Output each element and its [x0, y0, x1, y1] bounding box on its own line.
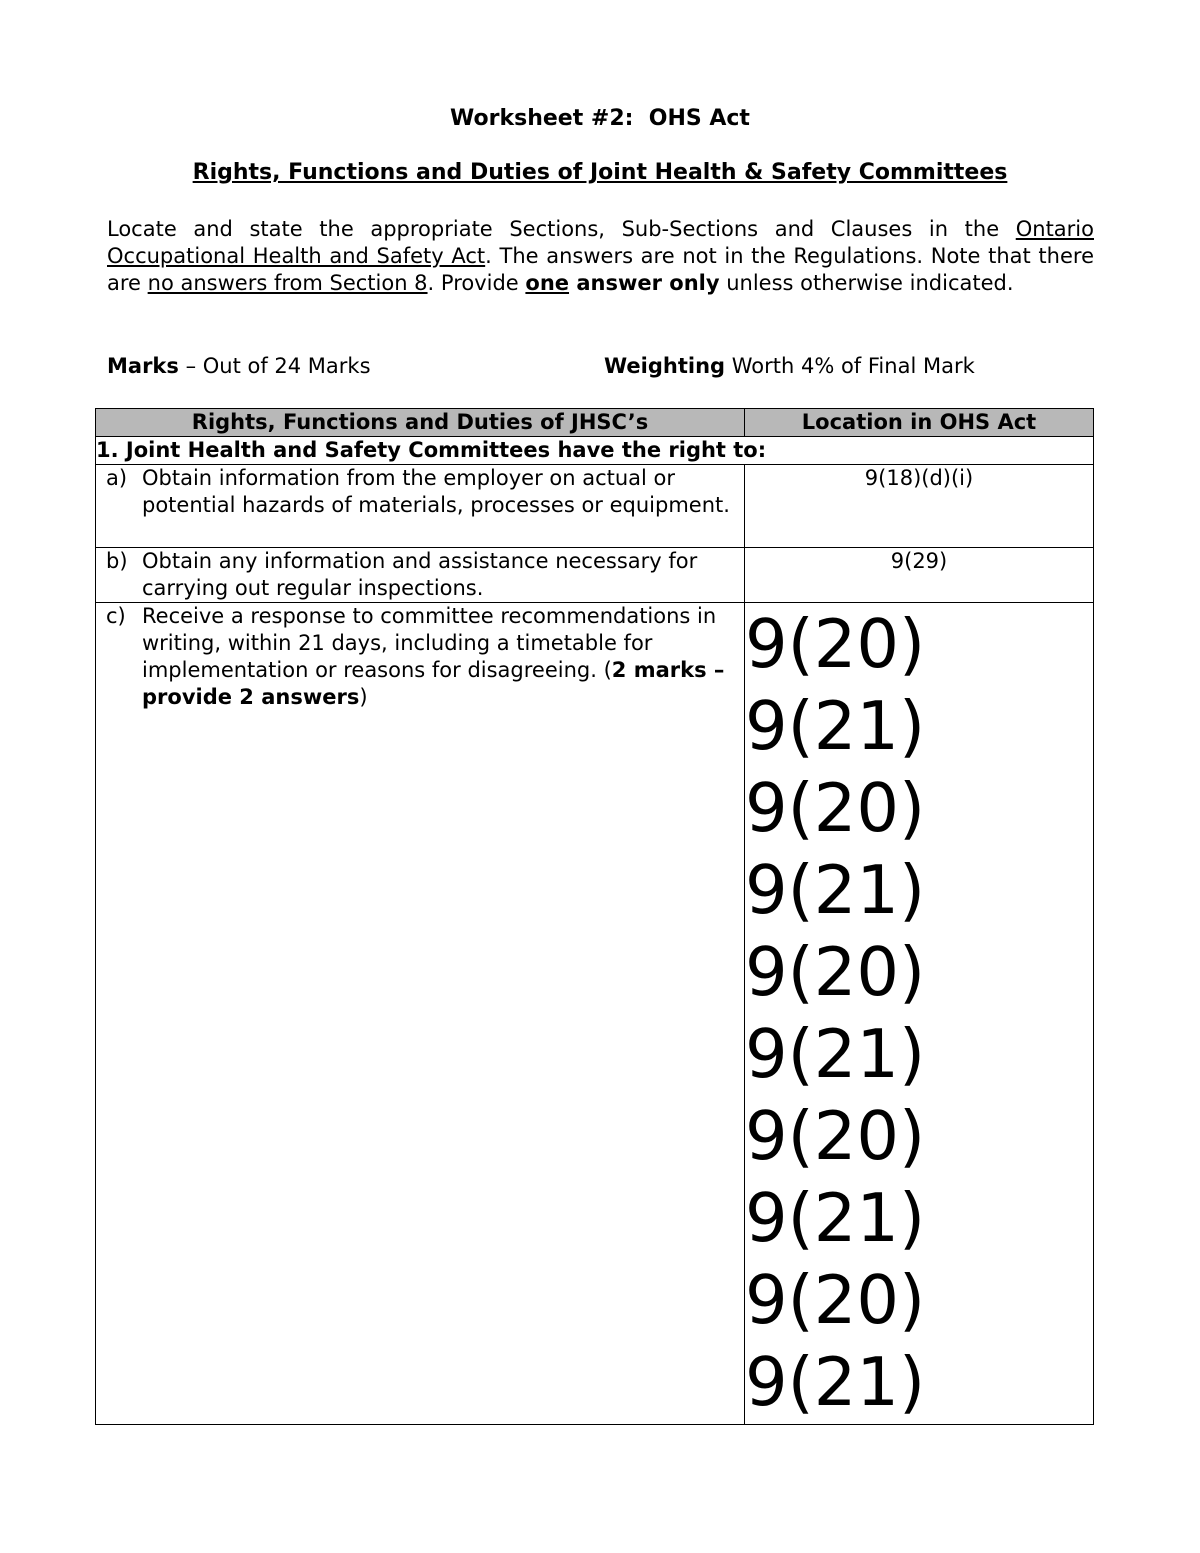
large-answer: 9(21): [745, 1343, 926, 1421]
item-text: Obtain any information and assistance necessary for carrying out regular inspections.: [142, 549, 698, 600]
weighting-value: Worth 4% of Final Mark: [725, 354, 975, 378]
marks-info: [107, 353, 371, 379]
jhsc-rights-table: [95, 408, 1094, 1425]
answer-cell: 9(29): [745, 548, 1094, 603]
instructions-paragraph: [107, 216, 1094, 297]
large-answer: 9(21): [745, 1179, 926, 1257]
act-name: Ontario Occupational Health and Safety Act: [107, 217, 1094, 268]
intro-text-2: . The answers are not in the Regulations. Note that there are: [107, 244, 1094, 295]
item-marks-note: 2 marks – provide 2 answers: [142, 658, 725, 709]
worksheet-title: Worksheet #2: OHS Act: [450, 106, 750, 131]
duty-cell: [96, 603, 745, 1425]
large-answer: 9(20): [745, 1261, 926, 1339]
item-text: Obtain information from the employer on actual or potential hazards of materials, processes or equipment.: [142, 466, 730, 517]
item-letter: a): [106, 466, 128, 490]
one-emphasis: one: [525, 271, 570, 295]
answer-cell-large: [745, 603, 1094, 1425]
header-location: Location in OHS Act: [745, 409, 1094, 437]
answer-only-emphasis: answer only: [569, 271, 720, 295]
large-answer: 9(21): [745, 1015, 926, 1093]
section-row: [96, 437, 1094, 465]
duty-cell: [96, 465, 745, 548]
table-header-row: [96, 409, 1094, 437]
large-answer: 9(21): [745, 687, 926, 765]
large-answer: 9(20): [745, 769, 926, 847]
header-duties: Rights, Functions and Duties of JHSC’s: [96, 409, 745, 437]
weighting-label: Weighting: [604, 354, 726, 378]
table-row: [96, 465, 1094, 548]
item-letter: b): [106, 549, 128, 573]
large-answer: 9(20): [745, 605, 926, 683]
item-letter: c): [106, 604, 126, 628]
intro-text-3: . Provide: [427, 271, 526, 295]
duty-cell: [96, 548, 745, 603]
large-answer: 9(20): [745, 1097, 926, 1175]
intro-text-1: Locate and state the appropriate Sections, Sub-Sections and Clauses in the: [107, 217, 1016, 241]
large-answer: 9(21): [745, 851, 926, 929]
worksheet-subtitle: Rights, Functions and Duties of Joint Health & Safety Committees: [192, 160, 1008, 185]
weighting-info: [604, 353, 975, 379]
item-text: Receive a response to committee recommendations in writing, within 21 days, including a timetable for implementation or reasons for disagreeing. (: [142, 604, 717, 682]
table-row: [96, 603, 1094, 1425]
section-heading: 1. Joint Health and Safety Committees have the right to:: [96, 437, 1094, 465]
answer-cell: 9(18)(d)(i): [745, 465, 1094, 548]
intro-text-4: unless otherwise indicated.: [719, 271, 1014, 295]
no-answers-note: no answers from Section 8: [147, 271, 428, 295]
marks-label: Marks: [107, 354, 179, 378]
item-text-tail: ): [359, 685, 368, 709]
large-answer: 9(20): [745, 933, 926, 1011]
marks-value: – Out of 24 Marks: [178, 354, 371, 378]
table-row: [96, 548, 1094, 603]
